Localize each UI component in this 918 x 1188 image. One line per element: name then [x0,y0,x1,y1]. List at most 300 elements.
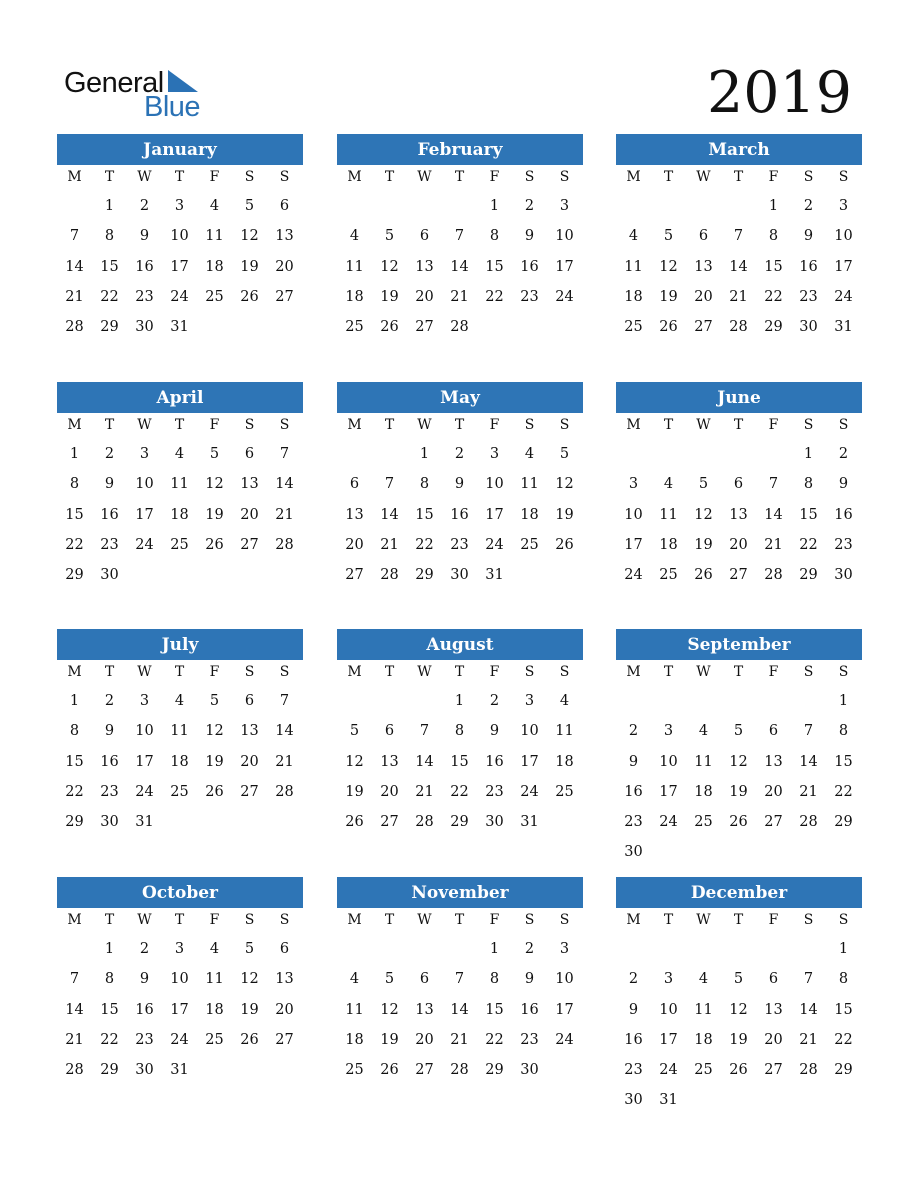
week-row [616,995,862,1025]
weekday-label: S [803,664,814,680]
day-cell: 13 [415,1001,434,1018]
month-header: January [57,134,303,165]
day-cell: 19 [694,536,713,553]
day-cell: 4 [349,971,360,988]
day-cell [686,1085,721,1115]
day-cell: 20 [764,1031,783,1048]
weekday-label: F [768,664,779,680]
day-cell [267,807,302,837]
day-cell: 15 [764,258,783,275]
day-cell: 24 [135,536,154,553]
day-cell: 8 [69,723,80,740]
weekday-label: T [384,912,395,928]
month-header: April [57,382,303,413]
month-header: September [616,629,862,660]
day-cell: 19 [729,783,748,800]
weekday-label: S [838,169,849,185]
day-cell: 14 [415,753,434,770]
day-cell: 20 [240,506,259,523]
weekday-label: F [768,417,779,433]
week-row [57,282,303,312]
day-cell: 19 [555,506,574,523]
day-cell: 12 [659,258,678,275]
day-cell: 8 [69,476,80,493]
day-cell: 2 [104,446,115,462]
day-cell: 21 [380,536,399,553]
month-header: June [616,382,862,413]
day-cell: 4 [628,228,639,245]
day-cell: 25 [694,814,713,831]
day-cell: 14 [450,258,469,275]
day-cell: 7 [279,446,290,462]
day-cell: 1 [489,198,500,214]
day-cell: 5 [384,971,395,988]
day-cell: 8 [838,971,849,988]
day-cell: 7 [419,723,430,740]
day-cell [826,1085,861,1115]
day-cell [721,686,756,716]
day-cell: 18 [694,783,713,800]
day-cell: 13 [345,506,364,523]
week-row [337,747,583,777]
month-header: February [337,134,583,165]
month-december [616,877,862,1116]
day-cell: 15 [415,506,434,523]
weekday-label: F [209,664,220,680]
day-cell: 1 [838,941,849,957]
day-cell: 25 [345,319,364,336]
weekday-label: S [244,664,255,680]
day-cell: 2 [489,693,500,709]
day-cell: 6 [768,723,779,740]
week-row [57,560,303,590]
day-cell: 12 [345,753,364,770]
month-november [337,877,583,1085]
day-cell: 28 [799,1062,818,1079]
day-cell: 25 [659,567,678,584]
day-cell: 11 [345,258,364,275]
day-cell: 11 [170,723,189,740]
day-cell: 9 [489,723,500,740]
weekday-label: S [524,912,535,928]
day-cell: 18 [205,258,224,275]
day-cell: 18 [555,753,574,770]
day-cell: 3 [559,941,570,957]
day-cell: 31 [659,1092,678,1109]
day-cell: 8 [489,228,500,245]
day-cell [547,1055,582,1085]
day-cell: 10 [555,971,574,988]
day-cell: 18 [345,288,364,305]
day-cell: 2 [803,198,814,214]
week-row [616,686,862,716]
day-cell: 23 [485,783,504,800]
day-cell: 24 [555,1031,574,1048]
week-row [337,530,583,560]
day-cell: 7 [803,971,814,988]
day-cell: 28 [65,1062,84,1079]
day-cell: 31 [170,319,189,336]
day-cell: 10 [520,723,539,740]
day-cell: 19 [240,1001,259,1018]
day-cell: 25 [520,536,539,553]
weekday-label: M [626,912,641,928]
week-row [616,252,862,282]
week-row [337,807,583,837]
day-cell: 1 [768,198,779,214]
logo-triangle-icon [168,70,198,92]
month-february [337,134,583,342]
day-cell [57,191,92,221]
weekday-label: T [174,664,185,680]
day-cell: 13 [275,971,294,988]
day-cell: 12 [555,476,574,493]
day-cell: 16 [135,1001,154,1018]
day-cell: 11 [520,476,539,493]
day-cell [337,439,372,469]
weekday-label: T [384,417,395,433]
weekday-label: W [137,664,152,680]
weekday-label: W [417,169,432,185]
day-cell [442,934,477,964]
day-cell: 19 [345,783,364,800]
day-cell: 30 [135,319,154,336]
week-row [337,777,583,807]
day-cell: 25 [205,1031,224,1048]
day-cell: 11 [170,476,189,493]
day-cell: 17 [170,1001,189,1018]
weekday-label: M [626,664,641,680]
week-row [616,191,862,221]
weekday-label: W [696,417,711,433]
day-cell: 11 [659,506,678,523]
weekday-label: M [67,912,82,928]
week-row [57,439,303,469]
day-cell: 29 [764,319,783,336]
weekday-label: T [174,169,185,185]
week-row [337,995,583,1025]
day-cell: 9 [628,1001,639,1018]
day-cell: 30 [624,844,643,861]
week-row [616,1025,862,1055]
weekday-label: F [768,169,779,185]
day-cell [547,312,582,342]
week-row [616,934,862,964]
day-cell: 1 [69,446,80,462]
day-cell: 26 [729,1062,748,1079]
day-cell: 13 [240,723,259,740]
day-cell: 22 [415,536,434,553]
day-cell: 17 [555,258,574,275]
day-cell: 31 [135,814,154,831]
week-row [616,807,862,837]
day-cell: 29 [799,567,818,584]
weekday-label: T [733,417,744,433]
day-cell: 21 [275,753,294,770]
day-cell: 1 [104,198,115,214]
day-cell: 29 [100,1062,119,1079]
day-cell: 6 [279,941,290,957]
day-cell [616,934,651,964]
day-cell: 14 [275,723,294,740]
day-cell: 22 [799,536,818,553]
day-cell: 24 [555,288,574,305]
day-cell: 24 [520,783,539,800]
day-cell: 19 [380,1031,399,1048]
day-cell: 27 [345,567,364,584]
day-cell: 21 [799,1031,818,1048]
day-cell: 22 [100,1031,119,1048]
day-cell: 30 [450,567,469,584]
day-cell: 9 [454,476,465,493]
day-cell: 28 [275,783,294,800]
day-cell: 14 [764,506,783,523]
day-cell [162,560,197,590]
week-row [616,500,862,530]
day-cell: 26 [380,319,399,336]
day-cell: 5 [559,446,570,462]
day-cell: 26 [694,567,713,584]
day-cell [442,191,477,221]
day-cell: 17 [485,506,504,523]
day-cell: 13 [729,506,748,523]
week-row [57,500,303,530]
year-title: 2019 [706,60,852,126]
day-cell: 16 [520,258,539,275]
day-cell: 19 [205,753,224,770]
day-cell: 23 [100,536,119,553]
day-cell: 7 [69,228,80,245]
day-cell: 13 [240,476,259,493]
weekday-label: W [696,912,711,928]
weekday-label: S [279,912,290,928]
week-row [337,716,583,746]
day-cell: 17 [135,753,154,770]
day-cell: 19 [380,288,399,305]
day-cell: 29 [485,1062,504,1079]
day-cell: 3 [489,446,500,462]
day-cell: 7 [384,476,395,493]
day-cell: 22 [485,288,504,305]
weekday-label: F [209,912,220,928]
day-cell: 3 [628,476,639,493]
day-cell: 3 [524,693,535,709]
weekday-header-row [57,660,303,686]
day-cell: 24 [170,288,189,305]
day-cell: 6 [768,971,779,988]
day-cell: 3 [139,446,150,462]
day-cell: 16 [135,258,154,275]
day-cell [232,1055,267,1085]
day-cell: 16 [624,783,643,800]
day-cell: 25 [170,536,189,553]
day-cell: 2 [628,723,639,740]
weekday-label: S [279,664,290,680]
month-september [616,629,862,868]
weekday-label: S [559,417,570,433]
day-cell [197,312,232,342]
day-cell: 23 [135,288,154,305]
week-row [57,221,303,251]
day-cell: 26 [555,536,574,553]
week-row [337,1025,583,1055]
day-cell: 15 [834,753,853,770]
day-cell [686,439,721,469]
day-cell: 27 [415,1062,434,1079]
day-cell: 9 [139,971,150,988]
week-row [57,252,303,282]
weekday-label: T [104,417,115,433]
day-cell: 20 [275,258,294,275]
day-cell: 4 [663,476,674,493]
day-cell: 6 [419,971,430,988]
day-cell: 16 [799,258,818,275]
weekday-header-row [57,413,303,439]
day-cell: 6 [733,476,744,493]
day-cell: 7 [454,228,465,245]
day-cell: 14 [450,1001,469,1018]
day-cell: 17 [624,536,643,553]
day-cell: 28 [450,1062,469,1079]
weekday-label: S [559,912,570,928]
month-header: May [337,382,583,413]
day-cell: 13 [694,258,713,275]
day-cell: 28 [65,319,84,336]
day-cell: 20 [415,1031,434,1048]
day-cell: 26 [240,288,259,305]
day-cell [651,837,686,867]
week-row [337,934,583,964]
weekday-label: S [524,664,535,680]
day-cell [826,837,861,867]
day-cell: 13 [764,1001,783,1018]
weekday-label: F [489,417,500,433]
weekday-label: W [417,664,432,680]
day-cell: 27 [275,288,294,305]
day-cell: 29 [65,567,84,584]
day-cell: 12 [729,753,748,770]
day-cell [756,686,791,716]
weekday-label: T [454,664,465,680]
day-cell: 3 [663,971,674,988]
day-cell [616,686,651,716]
day-cell: 14 [380,506,399,523]
day-cell [197,560,232,590]
day-cell [791,1085,826,1115]
weekday-label: S [803,417,814,433]
day-cell: 6 [279,198,290,214]
day-cell [721,837,756,867]
day-cell [407,686,442,716]
weekday-label: F [209,169,220,185]
day-cell: 31 [170,1062,189,1079]
day-cell [686,686,721,716]
day-cell: 26 [345,814,364,831]
day-cell: 31 [520,814,539,831]
day-cell: 5 [209,446,220,462]
generalblue-logo [64,66,204,126]
day-cell: 21 [275,506,294,523]
day-cell [756,1085,791,1115]
weekday-label: W [696,664,711,680]
day-cell: 29 [834,814,853,831]
day-cell: 8 [419,476,430,493]
weekday-label: W [417,912,432,928]
weekday-label: S [803,912,814,928]
day-cell: 17 [170,258,189,275]
day-cell: 9 [139,228,150,245]
day-cell: 9 [104,476,115,493]
weekday-label: S [559,664,570,680]
day-cell [372,934,407,964]
weekday-label: M [626,169,641,185]
day-cell: 26 [659,319,678,336]
week-row [57,191,303,221]
day-cell [372,191,407,221]
week-row [337,560,583,590]
day-cell: 17 [659,783,678,800]
day-cell: 18 [659,536,678,553]
day-cell: 29 [415,567,434,584]
day-cell: 20 [380,783,399,800]
day-cell: 16 [520,1001,539,1018]
day-cell: 2 [524,941,535,957]
week-row [337,964,583,994]
weekday-label: W [137,912,152,928]
month-may [337,382,583,590]
day-cell: 20 [729,536,748,553]
day-cell: 4 [174,446,185,462]
week-row [616,530,862,560]
day-cell: 25 [624,319,643,336]
day-cell: 21 [729,288,748,305]
day-cell: 28 [799,814,818,831]
day-cell: 16 [100,506,119,523]
day-cell: 3 [174,198,185,214]
weekday-label: T [384,664,395,680]
day-cell: 28 [380,567,399,584]
weekday-label: M [67,417,82,433]
day-cell [407,934,442,964]
day-cell: 20 [275,1001,294,1018]
weekday-header-row [616,908,862,934]
week-row [337,312,583,342]
day-cell [756,934,791,964]
day-cell: 23 [799,288,818,305]
day-cell [547,807,582,837]
day-cell: 6 [349,476,360,493]
week-row [57,964,303,994]
day-cell: 9 [104,723,115,740]
day-cell: 25 [694,1062,713,1079]
logo-general-text: General [64,67,164,99]
day-cell: 22 [450,783,469,800]
day-cell [616,439,651,469]
day-cell: 15 [799,506,818,523]
day-cell [791,837,826,867]
weekday-label: S [279,417,290,433]
day-cell: 10 [555,228,574,245]
day-cell: 29 [65,814,84,831]
day-cell: 23 [624,814,643,831]
weekday-label: T [174,417,185,433]
weekday-header-row [616,413,862,439]
day-cell [686,837,721,867]
day-cell: 11 [555,723,574,740]
week-row [57,530,303,560]
day-cell: 24 [485,536,504,553]
week-row [616,716,862,746]
